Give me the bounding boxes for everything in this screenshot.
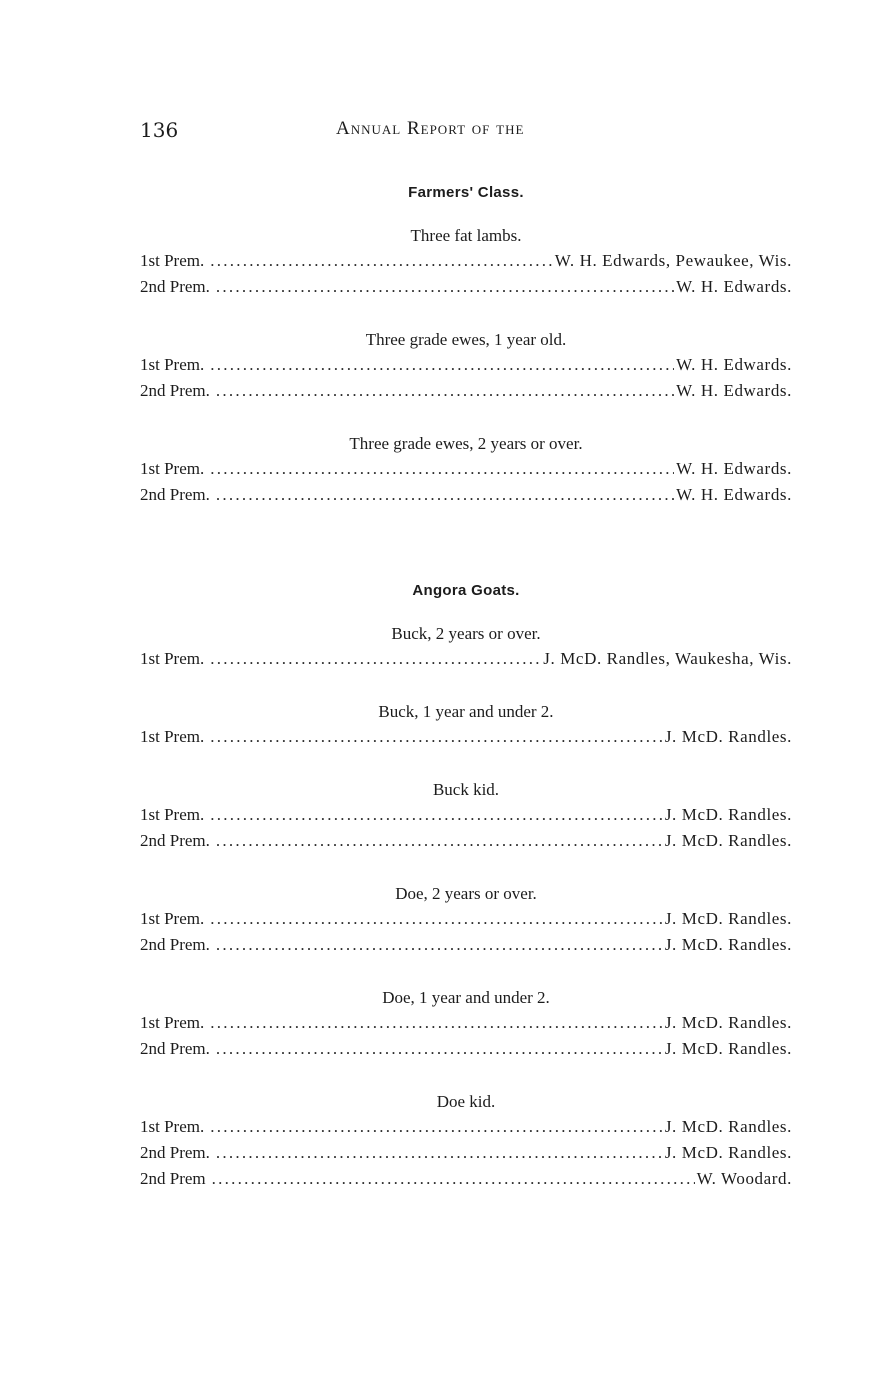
award-class	[140, 778, 792, 854]
award-entry	[140, 378, 792, 404]
dot-leader	[210, 802, 663, 828]
award-class	[140, 622, 792, 672]
prize-label: 1st Prem.	[140, 1117, 205, 1136]
award-entry	[140, 482, 792, 508]
prize-label: 2nd Prem.	[140, 1039, 210, 1058]
winner-name: J. McD. Randles.	[664, 1013, 792, 1032]
prize-label: 1st Prem.	[140, 909, 205, 928]
dot-leader	[210, 646, 541, 672]
award-class	[140, 224, 792, 300]
dot-leader	[210, 906, 663, 932]
class-heading: Three grade ewes, 1 year old.	[365, 330, 567, 349]
prize-label: 2nd Prem.	[140, 277, 210, 296]
document-body	[140, 182, 792, 1220]
award-class	[140, 882, 792, 958]
award-section	[140, 580, 792, 1192]
prize-label: 1st Prem.	[140, 727, 205, 746]
award-class	[140, 328, 792, 404]
award-entry	[140, 248, 792, 274]
dot-leader	[216, 932, 663, 958]
winner-name: J. McD. Randles.	[664, 935, 792, 954]
prize-label: 1st Prem.	[140, 251, 205, 270]
dot-leader	[216, 482, 674, 508]
prize-label: 2nd Prem.	[140, 935, 210, 954]
dot-leader	[216, 274, 674, 300]
dot-leader	[210, 1010, 663, 1036]
winner-name: J. McD. Randles.	[664, 1117, 792, 1136]
winner-name: J. McD. Randles, Waukesha, Wis.	[543, 649, 792, 668]
award-entry	[140, 1114, 792, 1140]
award-class	[140, 432, 792, 508]
class-heading: Three grade ewes, 2 years or over.	[349, 434, 583, 453]
running-head: Annual Report of the	[336, 118, 525, 139]
page-number: 136	[140, 118, 179, 142]
winner-name: J. McD. Randles.	[664, 727, 792, 746]
winner-name: J. McD. Randles.	[664, 1143, 792, 1162]
prize-label: 1st Prem.	[140, 459, 205, 478]
section-gap	[140, 536, 792, 580]
award-section	[140, 182, 792, 508]
dot-leader	[210, 1114, 663, 1140]
winner-name: W. Woodard.	[696, 1169, 792, 1188]
prize-label: 2nd Prem.	[140, 381, 210, 400]
prize-label: 2nd Prem.	[140, 485, 210, 504]
dot-leader	[216, 828, 663, 854]
award-entry	[140, 1140, 792, 1166]
prize-label: 1st Prem.	[140, 1013, 205, 1032]
dot-leader	[212, 1166, 695, 1192]
class-heading: Buck, 2 years or over.	[391, 624, 541, 643]
winner-name: J. McD. Randles.	[664, 831, 792, 850]
class-heading: Three fat lambs.	[410, 226, 522, 245]
dot-leader	[216, 378, 674, 404]
section-title: Farmers' Class.	[408, 184, 524, 201]
award-entry	[140, 724, 792, 750]
award-entry	[140, 828, 792, 854]
section-title: Angora Goats.	[412, 582, 520, 599]
dot-leader	[216, 1140, 663, 1166]
dot-leader	[210, 724, 663, 750]
award-class	[140, 1090, 792, 1192]
winner-name: W. H. Edwards.	[676, 381, 792, 400]
award-entry	[140, 932, 792, 958]
winner-name: W. H. Edwards.	[676, 459, 792, 478]
page-header	[140, 116, 792, 146]
dot-leader	[210, 352, 674, 378]
winner-name: J. McD. Randles.	[664, 805, 792, 824]
award-entry	[140, 906, 792, 932]
winner-name: J. McD. Randles.	[664, 1039, 792, 1058]
prize-label: 2nd Prem.	[140, 831, 210, 850]
winner-name: W. H. Edwards.	[676, 485, 792, 504]
award-entry	[140, 1166, 792, 1192]
class-heading: Buck, 1 year and under 2.	[378, 702, 554, 721]
class-heading: Doe kid.	[436, 1092, 496, 1111]
prize-label: 1st Prem.	[140, 355, 205, 374]
award-entry	[140, 352, 792, 378]
winner-name: W. H. Edwards, Pewaukee, Wis.	[554, 251, 792, 270]
dot-leader	[210, 456, 674, 482]
award-class	[140, 986, 792, 1062]
class-heading: Buck kid.	[432, 780, 500, 799]
class-heading: Doe, 1 year and under 2.	[382, 988, 550, 1007]
award-entry	[140, 1036, 792, 1062]
dot-leader	[216, 1036, 663, 1062]
winner-name: W. H. Edwards.	[676, 355, 792, 374]
award-class	[140, 700, 792, 750]
prize-label: 2nd Prem	[140, 1169, 206, 1188]
award-entry	[140, 802, 792, 828]
class-heading: Doe, 2 years or over.	[395, 884, 537, 903]
winner-name: W. H. Edwards.	[676, 277, 792, 296]
prize-label: 1st Prem.	[140, 805, 205, 824]
dot-leader	[210, 248, 553, 274]
award-entry	[140, 456, 792, 482]
award-entry	[140, 1010, 792, 1036]
award-entry	[140, 646, 792, 672]
winner-name: J. McD. Randles.	[664, 909, 792, 928]
prize-label: 1st Prem.	[140, 649, 205, 668]
award-entry	[140, 274, 792, 300]
prize-label: 2nd Prem.	[140, 1143, 210, 1162]
